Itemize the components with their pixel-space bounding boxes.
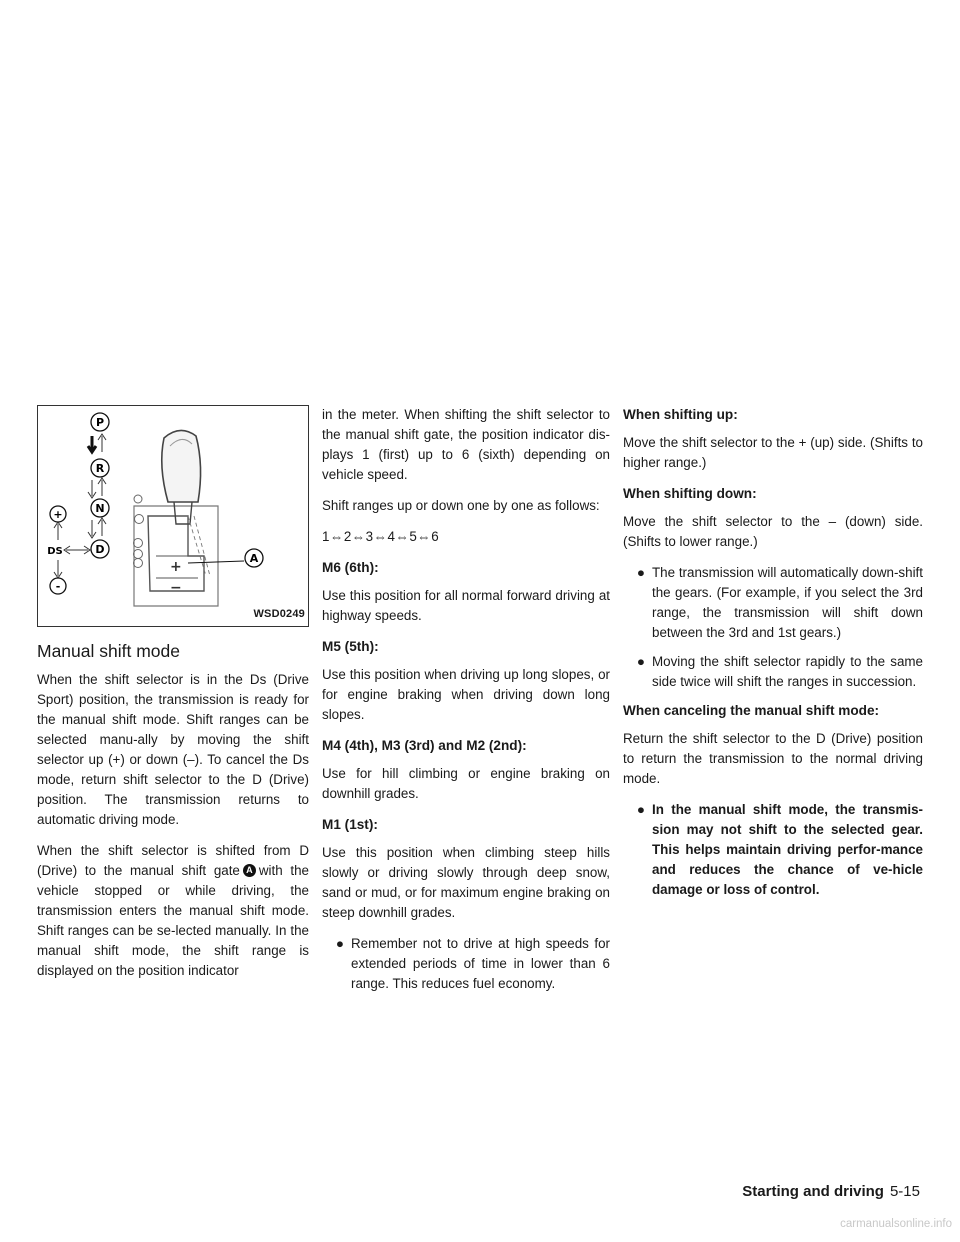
label-d: D: [95, 543, 105, 556]
paragraph: When the shift selector is shifted from D (Drive) to the manual shift gate A with the vehicle stopped or while driving, the transmission enters the manual shift mode. Shift ranges can be se-lected manually. In the manual shift mode, the shift range is displayed on the position indicator: [37, 843, 309, 978]
page-number: 5-15: [889, 1183, 920, 1200]
label-a: A: [249, 552, 259, 565]
heading-m6: M6 (6th):: [322, 560, 379, 575]
callout-a-marker: A: [243, 864, 256, 877]
label-r: R: [95, 462, 105, 475]
heading-canceling: When canceling the manual shift mode:: [623, 703, 880, 718]
paragraph: Use this position for all normal forward driving at highway speeds.: [322, 588, 610, 623]
page-footer: [742, 1183, 920, 1200]
paragraph: Shift ranges up or down one by one as follows:: [322, 498, 600, 513]
heading-shifting-up: When shifting up:: [623, 407, 738, 422]
label-ds: DS: [47, 546, 63, 557]
shift-knob: [162, 430, 201, 502]
section-title: Manual shift mode: [37, 641, 180, 661]
bullet-icon: ●: [636, 565, 645, 580]
paragraph: When the shift selector is in the Ds (Drive Sport) position, the transmission is ready for the manual shift mode. Shift ranges can be selected manu-ally by moving the shift selector up (+) or down (–). To cancel the Ds mode, return shift selector to the D (Drive) position. The transmission returns to automatic driving mode.: [37, 672, 309, 827]
label-n: N: [95, 502, 105, 515]
paragraph: Return the shift selector to the D (Drive) position to return the transmission to the normal driving mode.: [623, 731, 923, 786]
svg-text:−: −: [170, 580, 182, 596]
label-minus: -: [55, 580, 61, 593]
bullet-icon: ●: [636, 654, 645, 669]
bullet-icon: ●: [636, 802, 645, 817]
bullet-item: ● The transmission will automatically down-shift the gears. (For example, if you select the 3rd range, the transmission will shift down between the 3rd and 1st gears.): [623, 563, 923, 643]
shift-selector-illustration: [38, 406, 308, 626]
shift-selector-figure: [37, 405, 309, 627]
heading-shifting-down: When shifting down:: [623, 486, 757, 501]
label-plus: +: [53, 508, 63, 521]
column-2: [322, 405, 610, 1003]
paragraph: Move the shift selector to the + (up) side. (Shifts to higher range.): [623, 435, 923, 470]
chapter-title: Starting and driving: [742, 1183, 884, 1200]
heading-m5: M5 (5th):: [322, 639, 379, 654]
shift-sequence: 1⇔2⇔3⇔4⇔5⇔6: [322, 529, 440, 544]
bullet-item: ● Remember not to drive at high speeds for extended periods of time in lower than 6 range. This reduces fuel economy.: [322, 934, 610, 994]
paragraph: Move the shift selector to the – (down) side. (Shifts to lower range.): [623, 514, 923, 549]
paragraph: in the meter. When shifting the shift selector to the manual shift gate, the position indicator dis-plays 1 (first) up to 6 (sixth) depending on vehicle speed.: [322, 407, 610, 482]
paragraph: Use for hill climbing or engine braking on downhill grades.: [322, 766, 610, 801]
warning-bullet: ● In the manual shift mode, the transmis-sion may not shift to the selected gear. This helps maintain driving perfor-mance and reduces the chance of ve-hicle damage or loss of control.: [623, 800, 923, 900]
label-p: P: [95, 416, 105, 429]
paragraph: Use this position when climbing steep hills slowly or driving slowly through deep snow, sand or mud, or for maximum engine braking on steep downhill grades.: [322, 845, 610, 920]
paragraph: Use this position when driving up long slopes, or for engine braking when driving down long slopes.: [322, 667, 610, 722]
watermark: carmanualsonline.info: [840, 1218, 952, 1230]
heading-m1: M1 (1st):: [322, 817, 378, 832]
figure-code: WSD0249: [253, 608, 305, 620]
bullet-item: ● Moving the shift selector rapidly to the same side twice will shift the ranges in succession.: [623, 652, 923, 692]
svg-text:+: +: [170, 559, 182, 575]
column-3: [623, 405, 923, 909]
heading-m4: M4 (4th), M3 (3rd) and M2 (2nd):: [322, 738, 527, 753]
bullet-icon: ●: [335, 936, 344, 951]
column-1: [37, 405, 309, 992]
